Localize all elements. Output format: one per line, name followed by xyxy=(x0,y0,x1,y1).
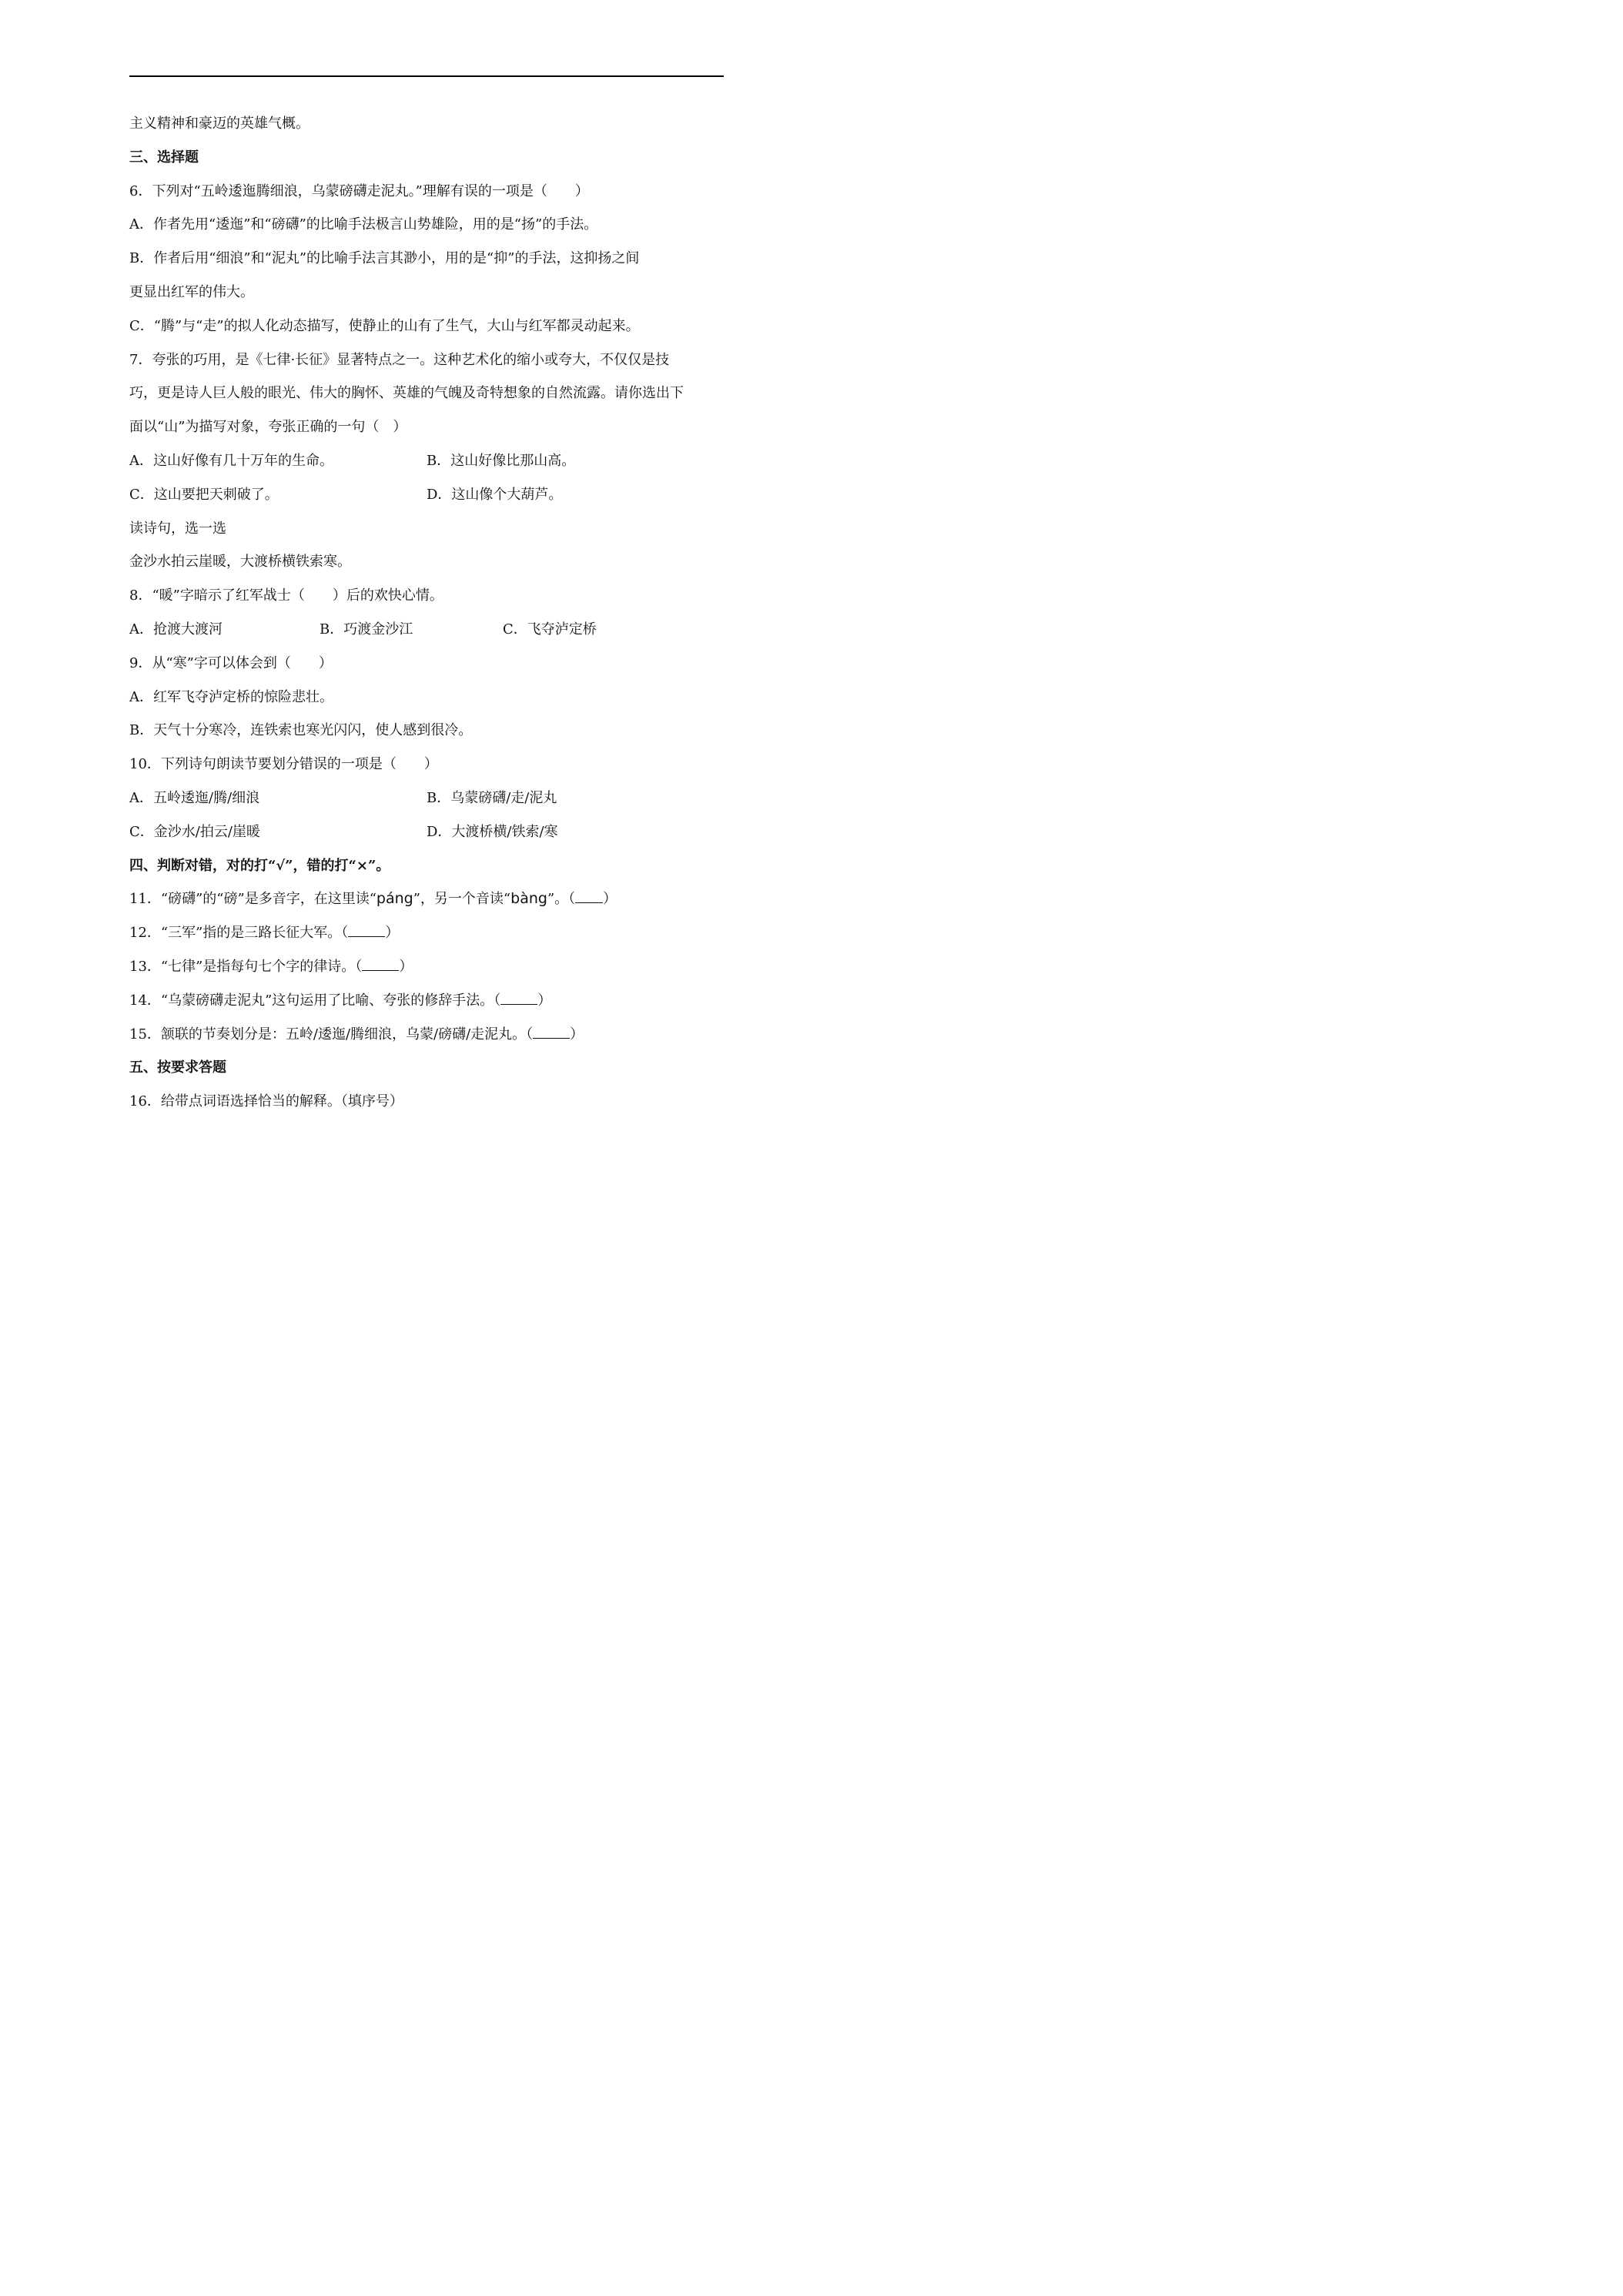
section-heading-true-false: 四、判断对错，对的打“√”，错的打“×”。 xyxy=(129,857,390,874)
question-16: 16．给带点词语选择恰当的解释。（填序号） xyxy=(129,1093,403,1110)
question-13 xyxy=(129,950,730,984)
question-8: 8．“暖”字暗示了红军战士（ ）后的欢快心情。 xyxy=(129,587,443,604)
section-heading-choice: 三、选择题 xyxy=(129,149,199,166)
q7-option-a[interactable]: A．这山好像有几十万年的生命。 xyxy=(129,452,333,469)
section-heading-answer: 五、按要求答题 xyxy=(129,1059,226,1076)
q6-option-b-cont: 更显出红军的伟大。 xyxy=(129,283,254,300)
q6-option-b[interactable]: B．作者后用“细浪”和“泥丸”的比喻手法言其渺小，用的是“抑”的手法，这抑扬之间 xyxy=(129,250,640,267)
q13-answer-blank[interactable] xyxy=(362,956,399,971)
q7-options-row2 xyxy=(129,478,730,512)
q12-text: 12．“三军”指的是三路长征大军。（ xyxy=(129,925,349,942)
question-7-line1: 7．夸张的巧用，是《七律·长征》显著特点之一。这种艺术化的缩小或夸大，不仅仅是技 xyxy=(129,351,670,368)
reading-instruction: 读诗句，选一选 xyxy=(129,520,226,537)
q10-option-d[interactable]: D．大渡桥横/铁索/寒 xyxy=(427,823,558,840)
q8-options-row xyxy=(129,613,730,647)
q11-text-start: 11．“磅礴”的“磅”是多音字，在这里读“ xyxy=(129,891,376,908)
poem-line: 金沙水拍云崖暖，大渡桥横铁索寒。 xyxy=(129,554,351,571)
q10-option-b[interactable]: B．乌蒙磅礴/走/泥丸 xyxy=(427,789,557,806)
q6-option-c[interactable]: C．“腾”与“走”的拟人化动态描写，使静止的山有了生气，大山与红军都灵动起来。 xyxy=(129,317,640,334)
q15-text: 15．颔联的节奏划分是：五岭/逶迤/腾细浪，乌蒙/磅礴/走泥丸。（ xyxy=(129,1026,534,1043)
q7-option-c[interactable]: C．这山要把天刺破了。 xyxy=(129,486,279,503)
q12-answer-blank[interactable] xyxy=(348,922,385,937)
q11-pinyin-pang: páng xyxy=(376,890,413,908)
question-9: 9．从“寒”字可以体会到（ ） xyxy=(129,654,333,671)
question-14 xyxy=(129,984,730,1018)
question-11 xyxy=(129,882,730,916)
q10-options-row2 xyxy=(129,815,730,849)
q11-text-mid: ”，另一个音读“ xyxy=(413,891,511,908)
q13-text: 13．“七律”是指每句七个字的律诗。（ xyxy=(129,958,363,975)
q10-option-c[interactable]: C．金沙水/拍云/崖暖 xyxy=(129,823,260,840)
q12-close-paren: ） xyxy=(385,925,400,942)
question-12 xyxy=(129,916,730,950)
q15-close-paren: ） xyxy=(570,1026,584,1043)
q14-close-paren: ） xyxy=(537,992,552,1009)
q11-text-end: ”。（ xyxy=(547,891,576,908)
q15-answer-blank[interactable] xyxy=(533,1024,570,1039)
q9-option-b[interactable]: B．天气十分寒冷，连铁索也寒光闪闪，使人感到很冷。 xyxy=(129,722,473,739)
question-15 xyxy=(129,1018,730,1052)
header-rule xyxy=(129,75,724,77)
q9-option-a[interactable]: A．红军飞夺泸定桥的惊险悲壮。 xyxy=(129,688,333,705)
continuation-line: 主义精神和豪迈的英雄气概。 xyxy=(129,115,310,132)
question-7-line2: 巧，更是诗人巨人般的眼光、伟大的胸怀、英雄的气魄及奇特想象的自然流露。请你选出下 xyxy=(129,385,684,402)
question-6: 6．下列对“五岭逶迤腾细浪，乌蒙磅礴走泥丸。”理解有误的一项是（ ） xyxy=(129,182,589,199)
worksheet-body xyxy=(129,107,730,1119)
question-10: 10．下列诗句朗读节要划分错误的一项是（ ） xyxy=(129,756,438,773)
q11-pinyin-bang: bàng xyxy=(510,890,547,908)
q6-option-a[interactable]: A．作者先用“逶迤”和“磅礴”的比喻手法极言山势雄险，用的是“扬”的手法。 xyxy=(129,216,598,233)
q8-option-b[interactable]: B．巧渡金沙江 xyxy=(320,621,413,638)
q14-answer-blank[interactable] xyxy=(500,990,537,1005)
q13-close-paren: ） xyxy=(399,958,413,975)
q8-option-a[interactable]: A．抢渡大渡河 xyxy=(129,621,223,638)
q7-option-d[interactable]: D．这山像个大葫芦。 xyxy=(427,486,563,503)
q14-text: 14．“乌蒙磅礴走泥丸”这句运用了比喻、夸张的修辞手法。（ xyxy=(129,992,501,1009)
q10-options-row1 xyxy=(129,782,730,815)
q10-option-a[interactable]: A．五岭逶迤/腾/细浪 xyxy=(129,789,260,806)
q7-options-row1 xyxy=(129,444,730,478)
q8-option-c[interactable]: C．飞夺泸定桥 xyxy=(503,621,597,638)
q7-option-b[interactable]: B．这山好像比那山高。 xyxy=(427,452,576,469)
q11-close-paren: ） xyxy=(603,891,617,908)
q11-answer-blank[interactable] xyxy=(575,889,603,903)
question-7-line3: 面以“山”为描写对象，夸张正确的一句（ ） xyxy=(129,419,407,436)
